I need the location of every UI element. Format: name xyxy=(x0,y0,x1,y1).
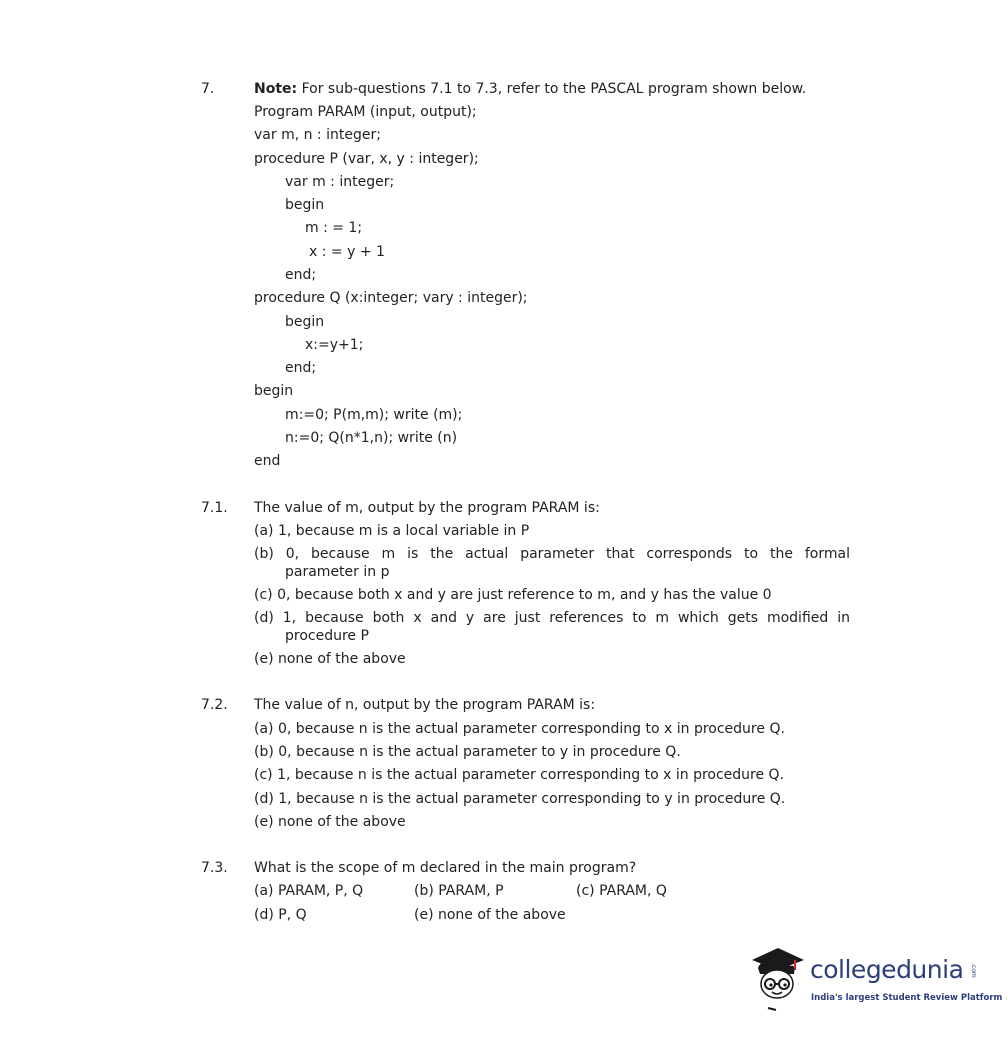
code-line: begin xyxy=(285,314,325,330)
question-text: The value of n, output by the program PARAM is: xyxy=(254,697,596,713)
note-text: For sub-questions 7.1 to 7.3, refer to the PASCAL program shown below. xyxy=(297,81,807,97)
code-line: m:=0; P(m,m); write (m); xyxy=(285,407,463,423)
code-line: end xyxy=(254,453,281,469)
question-number: 7.1. xyxy=(201,500,228,516)
code-line: end; xyxy=(285,360,317,376)
question-number: 7.3. xyxy=(201,860,228,876)
option-e: (e) none of the above xyxy=(254,651,406,667)
option-e: (e) none of the above xyxy=(254,814,406,830)
note-line xyxy=(254,80,806,98)
option-d: (d) 1, because both x and y are just references to m which gets modified in xyxy=(254,610,850,626)
option-d: (d) 1, because n is the actual parameter corresponding to y in procedure Q. xyxy=(254,791,786,807)
code-line: end; xyxy=(285,267,317,283)
note-label: Note: xyxy=(254,81,298,97)
option-d: (d) P, Q xyxy=(254,907,307,923)
brand-domain: .com xyxy=(970,963,977,978)
option-b: (b) 0, because n is the actual parameter to y in procedure Q. xyxy=(254,744,681,760)
option-a: (a) 0, because n is the actual parameter corresponding to x in procedure Q. xyxy=(254,721,785,737)
mascot-icon xyxy=(748,944,808,1014)
option-d-continued: procedure P xyxy=(285,628,369,644)
option-a: (a) 1, because m is a local variable in P xyxy=(254,523,530,539)
code-line: var m : integer; xyxy=(285,174,395,190)
option-b: (b) 0, because m is the actual parameter that corresponds to the formal xyxy=(254,546,850,562)
brand-name: collegedunia xyxy=(810,955,964,984)
brand-tagline: India's largest Student Review Platform xyxy=(811,993,1003,1003)
question-number: 7. xyxy=(201,81,215,97)
code-line: Program PARAM (input, output); xyxy=(254,104,477,120)
code-line: procedure P (var, x, y : integer); xyxy=(254,151,479,167)
code-line: x:=y+1; xyxy=(305,337,364,353)
code-line: m : = 1; xyxy=(305,220,363,236)
code-line: n:=0; Q(n*1,n); write (n) xyxy=(285,430,458,446)
question-number: 7.2. xyxy=(201,697,228,713)
option-a: (a) PARAM, P, Q xyxy=(254,883,364,899)
option-b-continued: parameter in p xyxy=(285,564,390,580)
code-line: var m, n : integer; xyxy=(254,127,381,143)
code-line: begin xyxy=(285,197,325,213)
code-line: procedure Q (x:integer; vary : integer); xyxy=(254,290,528,306)
option-c: (c) PARAM, Q xyxy=(576,883,667,899)
question-text: What is the scope of m declared in the main program? xyxy=(254,860,637,876)
option-c: (c) 1, because n is the actual parameter corresponding to x in procedure Q. xyxy=(254,767,785,783)
option-b: (b) PARAM, P xyxy=(414,883,504,899)
option-e: (e) none of the above xyxy=(414,907,566,923)
question-text: The value of m, output by the program PARAM is: xyxy=(254,500,600,516)
code-line: begin xyxy=(254,383,294,399)
option-c: (c) 0, because both x and y are just reference to m, and y has the value 0 xyxy=(254,587,772,603)
code-line: x : = y + 1 xyxy=(309,244,385,260)
